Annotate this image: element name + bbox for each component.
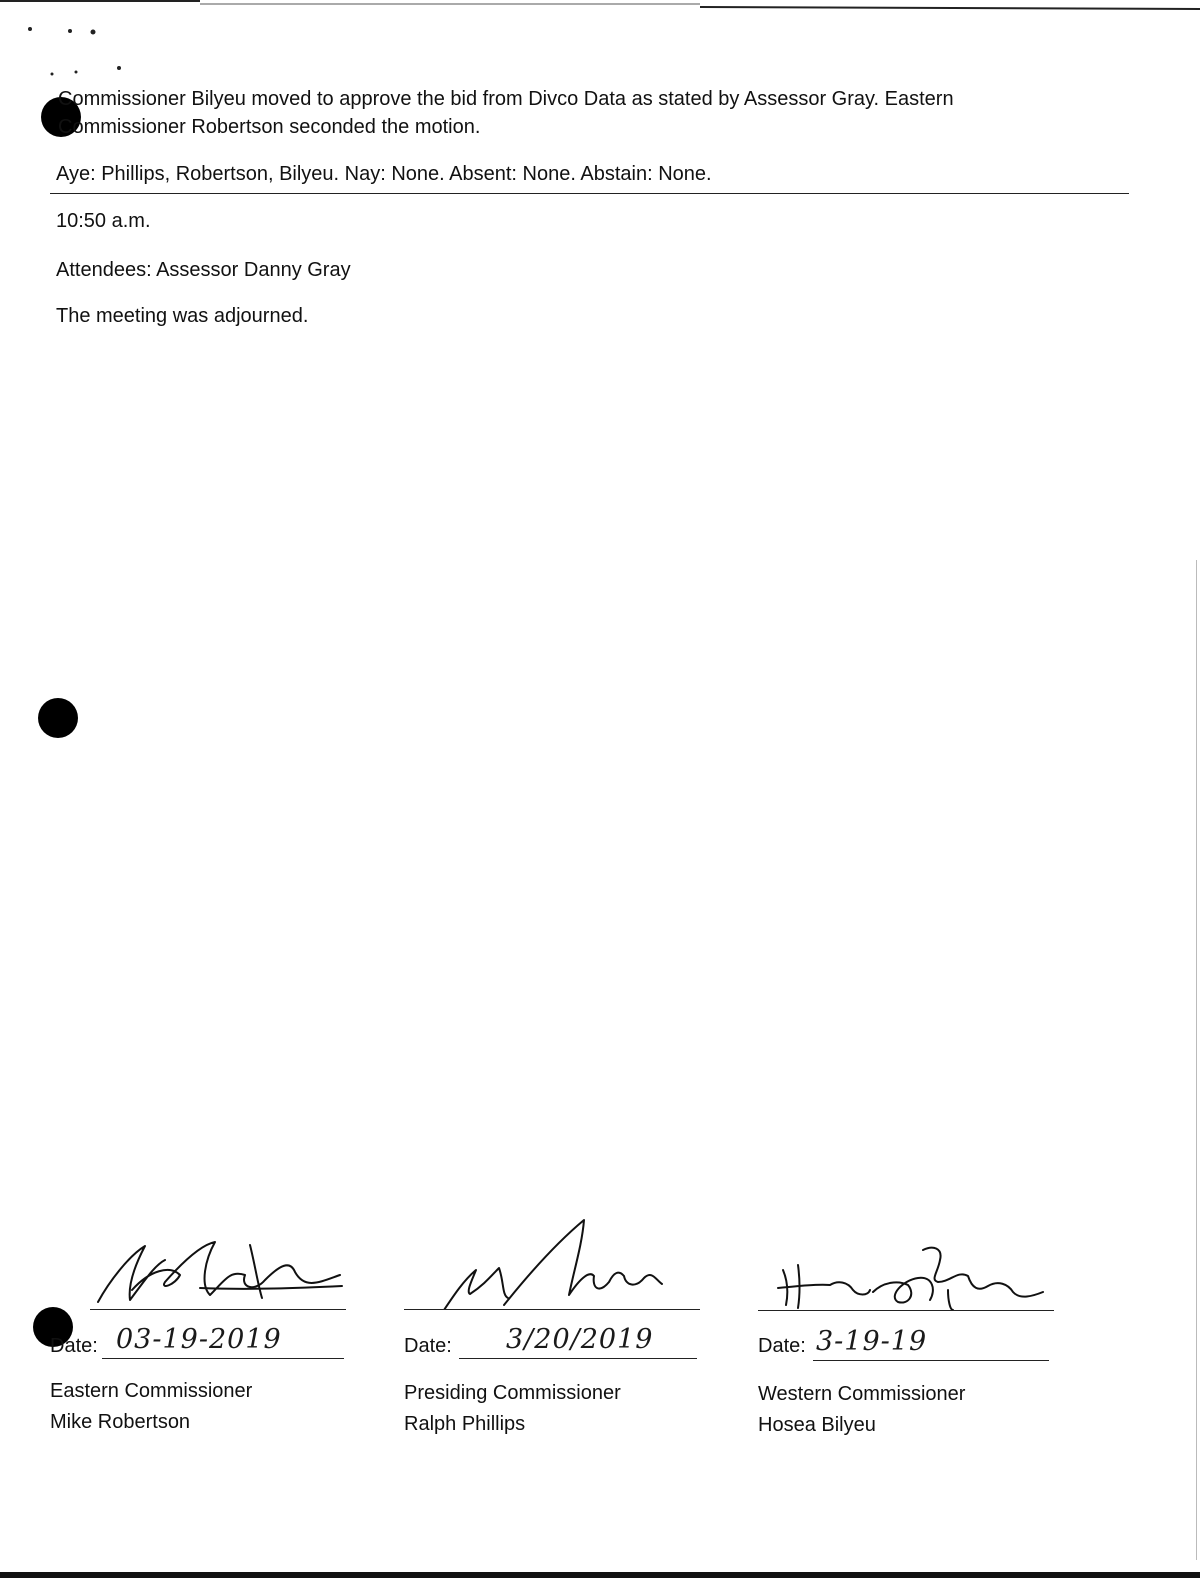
date-line	[813, 1360, 1049, 1361]
vote-result: Aye: Phillips, Robertson, Bilyeu. Nay: None. Absent: None. Abstain: None.	[56, 163, 712, 185]
handwritten-signature	[758, 1210, 1058, 1310]
section-divider	[50, 193, 1129, 194]
signature-line	[90, 1309, 346, 1310]
motion-text-line-1: Commissioner Bilyeu moved to approve the bid from Divco Data as stated by Assessor Gray. Eastern	[58, 88, 954, 110]
date-line	[459, 1358, 697, 1359]
date-label: Date:	[758, 1335, 806, 1357]
scan-bottom-edge	[0, 1572, 1200, 1578]
scan-top-edge	[0, 0, 1200, 10]
signer-title: Presiding Commissioner	[404, 1382, 621, 1404]
signature-block-eastern	[50, 1210, 350, 1450]
meeting-time: 10:50 a.m.	[56, 210, 151, 232]
scan-specks	[20, 18, 140, 88]
handwritten-date: 3/20/2019	[506, 1324, 654, 1355]
signer-name: Mike Robertson	[50, 1411, 191, 1433]
attendees: Attendees: Assessor Danny Gray	[56, 259, 351, 281]
signature-block-western	[758, 1210, 1058, 1450]
signature-line	[404, 1309, 700, 1310]
punch-hole	[38, 698, 78, 738]
signer-title: Western Commissioner	[758, 1383, 966, 1405]
date-label: Date:	[404, 1335, 452, 1357]
date-label: Date:	[50, 1335, 98, 1357]
handwritten-signature	[50, 1210, 350, 1310]
signature-block-presiding	[404, 1210, 704, 1450]
signature-line	[758, 1310, 1054, 1311]
signer-name: Ralph Phillips	[404, 1413, 526, 1435]
signer-title: Eastern Commissioner	[50, 1380, 253, 1402]
handwritten-date: 3-19-19	[816, 1326, 928, 1357]
adjournment-note: The meeting was adjourned.	[56, 305, 309, 327]
handwritten-signature	[404, 1210, 704, 1310]
handwritten-date: 03-19-2019	[116, 1324, 282, 1355]
scan-right-edge	[1196, 560, 1200, 1560]
motion-text-line-2: Commissioner Robertson seconded the motion.	[58, 116, 481, 138]
signer-name: Hosea Bilyeu	[758, 1414, 876, 1436]
date-line	[102, 1358, 344, 1359]
